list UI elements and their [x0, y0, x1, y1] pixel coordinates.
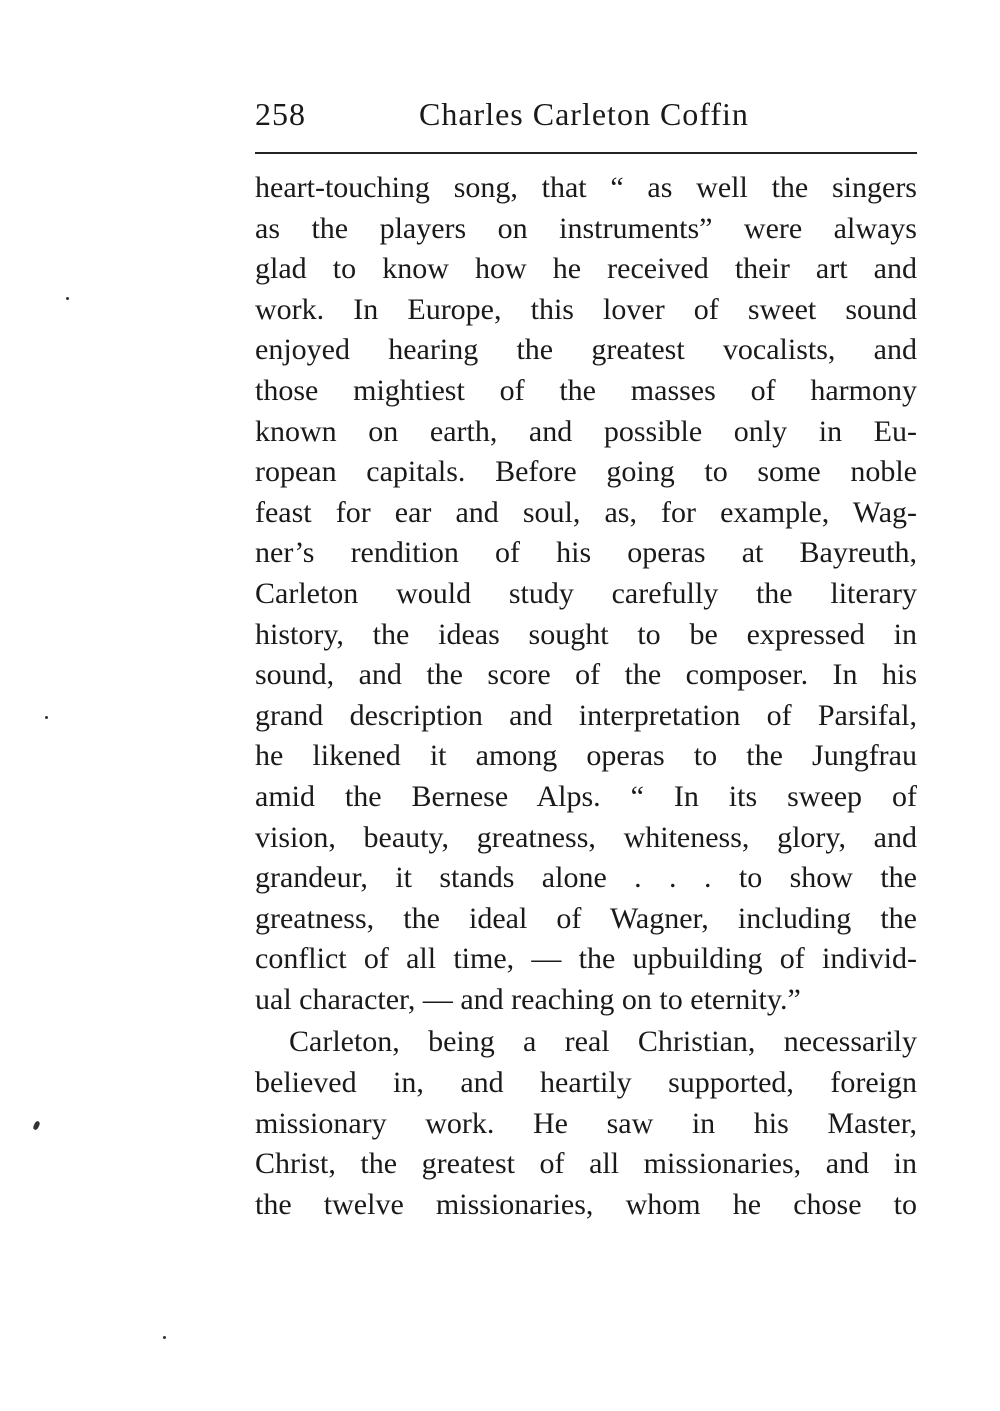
text-line: heart-touching song, that “ as well the singers [255, 171, 917, 204]
scan-speck [66, 297, 69, 300]
text-line: glad to know how he received their art and [255, 252, 917, 286]
text-line: grandeur, it stands alone . . . to show the [255, 861, 917, 895]
text-line: Carleton would study carefully the literary [255, 576, 917, 610]
scan-speck [45, 716, 48, 719]
running-head [255, 96, 917, 146]
text-line: sound, and the score of the composer. In his [255, 658, 917, 692]
text-line: grand description and interpretation of Parsifal, [255, 698, 917, 732]
text-line: as the players on instruments” were always [255, 211, 917, 245]
text-line: Christ, the greatest of all missionaries, and in [255, 1147, 917, 1181]
text-line: he likened it among operas to the Jungfrau [255, 739, 917, 773]
text-line: work. In Europe, this lover of sweet sound [255, 292, 917, 326]
text-line: vision, beauty, greatness, whiteness, glory, and [255, 820, 917, 854]
text-line: believed in, and heartily supported, foreign [255, 1066, 917, 1100]
text-line: conflict of all time, — the upbuilding of individ- [255, 942, 917, 976]
text-line: feast for ear and soul, as, for example, Wag- [255, 495, 917, 529]
page-number: 258 [255, 96, 306, 132]
body-text [255, 168, 917, 1225]
scan-speck [32, 1120, 40, 1130]
paragraph-2 [255, 1022, 917, 1225]
text-line: ner’s rendition of his operas at Bayreuth, [255, 536, 917, 570]
text-line: missionary work. He saw in his Master, [255, 1106, 917, 1140]
text-line: ual character, — and reaching on to eternity.” [255, 982, 801, 1016]
text-line: enjoyed hearing the greatest vocalists, and [255, 333, 917, 367]
text-line: known on earth, and possible only in Eu- [255, 414, 917, 448]
text-line: Carleton, being a real Christian, necessarily [289, 1025, 917, 1059]
text-line: the twelve missionaries, whom he chose to [255, 1187, 917, 1221]
text-line: history, the ideas sought to be expressed in [255, 617, 917, 651]
text-line: ropean capitals. Before going to some noble [255, 455, 917, 489]
scan-speck [163, 1336, 166, 1339]
text-line: those mightiest of the masses of harmony [255, 373, 917, 407]
text-line: amid the Bernese Alps. “ In its sweep of [255, 779, 917, 813]
text-line: greatness, the ideal of Wagner, including the [255, 901, 917, 935]
paragraph-1 [255, 168, 917, 1020]
header-rule [255, 152, 917, 154]
running-head-title: Charles Carleton Coffin [419, 96, 749, 132]
